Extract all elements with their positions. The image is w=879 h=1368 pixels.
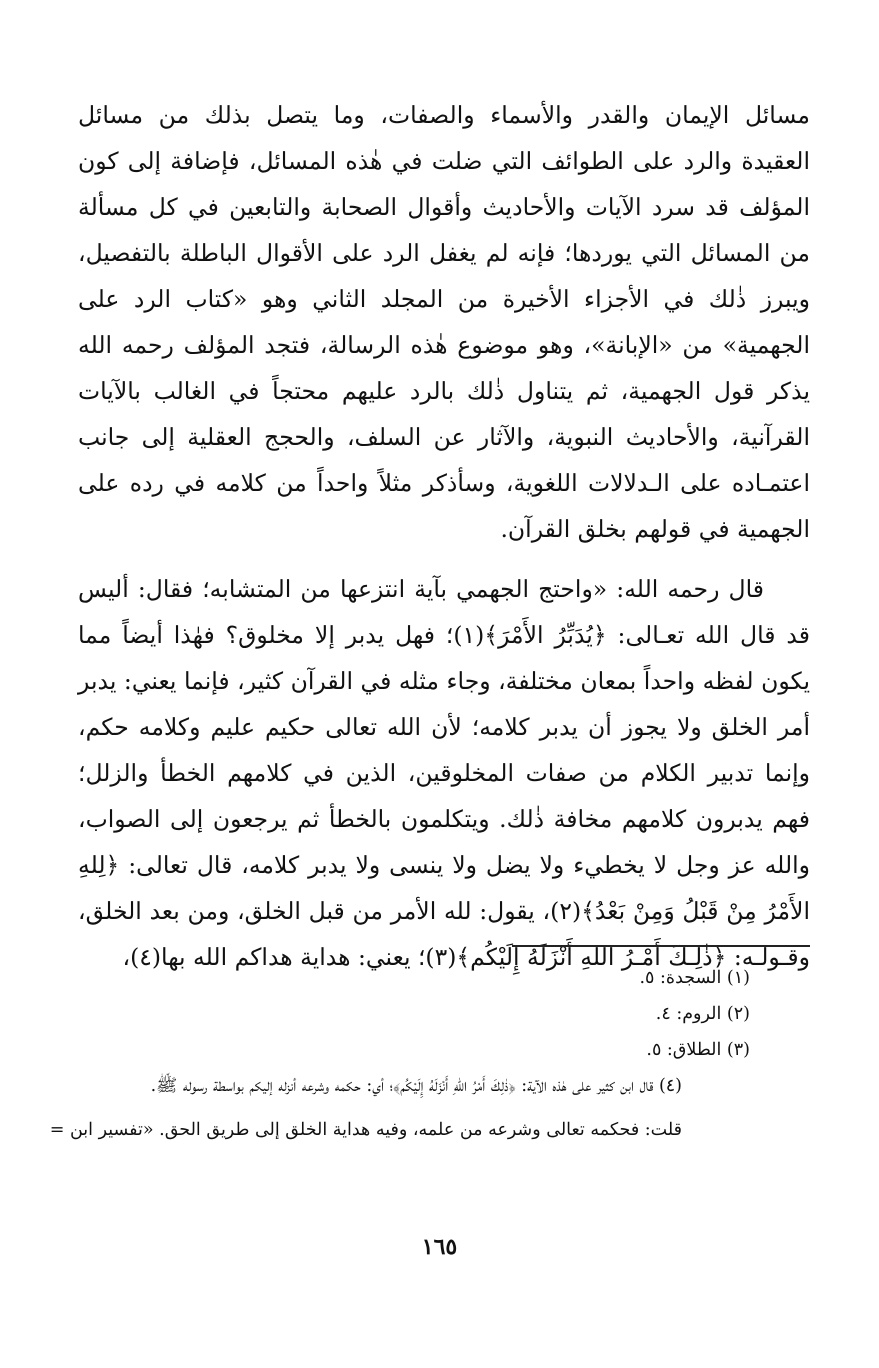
paragraph-1: مسائل الإيمان والقدر والأسماء والصفات، وما يتصل بذلك من مسائل العقيدة والرد على الطوائف التي ضلت في هٰذه المسائل، فإضافة إلى كون المؤلف قد سرد الآيات والأحاديث وأقوال الصحابة والتابعين في كل مسألة من المسائل التي يوردها؛ فإنه لم يغفل الرد على الأقوال الباطلة بالتفصيل، ويبرز ذٰلك في الأجزاء الأخيرة من المجلد الثاني وهو «كتاب الرد على الجهمية» من «الإبانة»، وهو موضوع هٰذه الرسالة، فتجد المؤلف رحمه الله يذكر قول الجهمية، ثم يتناول ذٰلك بالرد عليهم محتجاً في الغالب بالآيات القرآنية، والأحاديث النبوية، والآثار عن السلف، والحجج العقلية إلى جانب اعتمـاده على الـدلالات اللغوية، وسأذكر مثلاً واحداً من كلامه في رده على الجهمية في قولهم بخلق القرآن. <box>78 101 810 543</box>
page-number: ١٦٥ <box>421 1234 458 1260</box>
paragraph-2: قال رحمه الله: «واحتج الجهمي بآية انتزعها من المتشابه؛ فقال: أليس قد قال الله تعـالى: ﴿يُدَبِّرُ الأَمْرَ﴾(١)؛ فهل يدبر إلا مخلوق؟ فهٰذا أيضاً مما يكون لفظه واحداً بمعان مختلفة، وجاء مثله في القرآن كثير، فإنما يعني: يدبر أمر الخلق ولا يجوز أن يدبر كلامه؛ لأن الله تعالى حكيم عليم وكلامه حكم، وإنما تدبير الكلام من صفات المخلوقين، الذين في كلامهم الخطأ والزلل؛ فهم يدبرون كلامهم مخافة ذٰلك. ويتكلمون بالخطأ ثم يرجعون إلى الصواب، والله عز وجل لا يخطيء ولا يضل ولا ينسى ولا يدبر كلامه، قال تعالى: ﴿لِلهِ الأَمْرُ مِنْ قَبْلُ وَمِنْ بَعْدُ﴾(٢)، يقول: لله الأمر من قبل الخلق، ومن بعد الخلق، وقـولـه: ﴿ذٰلِـكَ أَمْـرُ اللهِ أَنْزَلَهُ إِلَيْكُم﴾(٣)؛ يعني: هداية هداكم الله بها(٤)، <box>78 575 810 971</box>
footnote-2: (٢) الروم: ٤. <box>655 1004 750 1024</box>
footnote-3: (٣) الطلاق: ٥. <box>646 1040 750 1060</box>
footnote-4: (٤) قال ابن كثير على هٰذه الآية: ﴿ذٰلِكَ أَمْرُ اللهِ أَنْزَلَهُ إِلَيْكُم﴾؛ أي: حكمه وشرعه أنزله إليكم بواسطة رسوله ﷺ. <box>150 1076 682 1096</box>
footnote-1: (١) السجدة: ٥. <box>639 968 750 988</box>
main-text-block <box>78 92 810 980</box>
footnote-separator <box>512 945 810 947</box>
footnotes-block <box>49 960 750 1148</box>
footnote-note: قلت: فحكمه تعالى وشرعه من علمه، وفيه هداية الخلق إلى طريق الحق. «تفسير ابن = <box>49 1120 682 1140</box>
